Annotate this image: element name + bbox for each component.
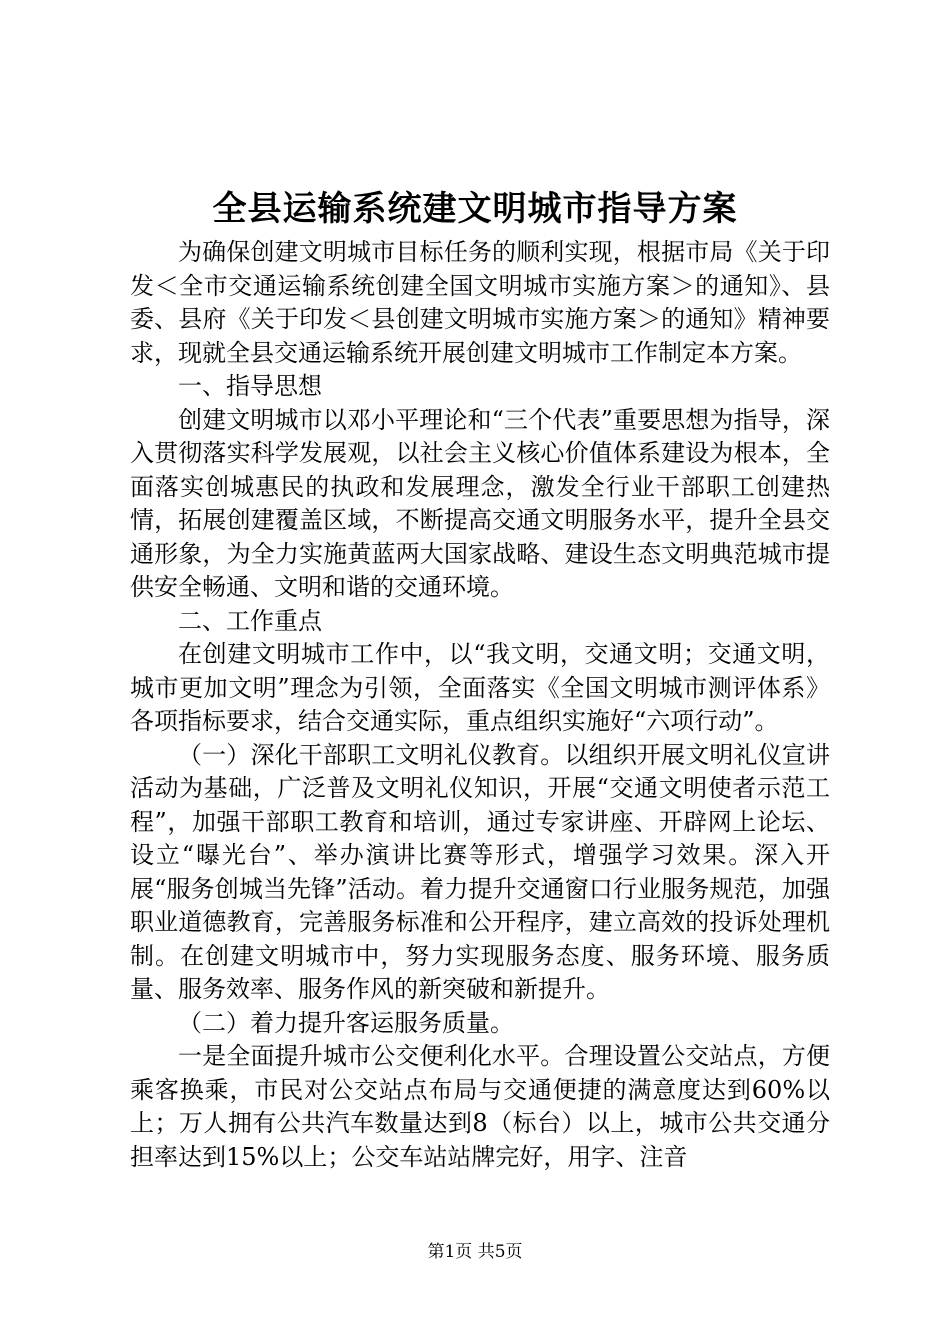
paragraph-intro: 为确保创建文明城市目标任务的顺利实现，根据市局《关于印发＜全市交通运输系统创建全国文明城市实施方案＞的通知》、县委、县府《关于印发＜县创建文明城市实施方案＞的通知》精神要求，现就全县交通运输系统开展创建文明城市工作制定本方案。: [130, 238, 830, 367]
section-heading-work-focus: 二、工作重点: [178, 606, 322, 635]
document-body: [130, 236, 830, 1174]
paragraph-work-focus: 在创建文明城市工作中，以“我文明，交通文明；交通文明，城市更加文明”理念为引领，全面落实《全国文明城市测评体系》各项指标要求，结合交通实际，重点组织实施好“六项行动”。: [130, 640, 830, 735]
subheading-item-two: （二）着力提升客运服务质量。: [178, 1008, 514, 1037]
paragraph-item-one: （一）深化干部职工文明礼仪教育。以组织开展文明礼仪宣讲活动为基础，广泛普及文明礼仪知识，开展“交通文明使者示范工程”，加强干部职工教育和培训，通过专家讲座、开辟网上论坛、设立“曝光台”、举办演讲比赛等形式，增强学习效果。深入开展“服务创城当先锋”活动。着力提升交通窗口行业服务规范，加强职业道德教育，完善服务标准和公开程序，建立高效的投诉处理机制。在创建文明城市中，努力实现服务态度、服务环境、服务质量、服务效率、服务作风的新突破和新提升。: [130, 740, 830, 1003]
section-heading-guiding-ideology: 一、指导思想: [178, 372, 322, 400]
paragraph-item-two-first: 一是全面提升城市公交便利化水平。合理设置公交站点，方便乘客换乘，市民对公交站点布局与交通便捷的满意度达到60%以上；万人拥有公共汽车数量达到8（标台）以上，城市公共交通分担率达到15%以上；公交车站站牌完好，用字、注音: [130, 1042, 830, 1171]
paragraph-guiding-ideology: 创建文明城市以邓小平理论和“三个代表”重要思想为指导，深入贯彻落实科学发展观，以社会主义核心价值体系建设为根本，全面落实创城惠民的执政和发展理念，激发全行业干部职工创建热情，拓展创建覆盖区域，不断提高交通文明服务水平，提升全县交通形象，为全力实施黄蓝两大国家战略、建设生态文明典范城市提供安全畅通、文明和谐的交通环境。: [130, 405, 830, 601]
page-footer: 第1页 共5页: [427, 1242, 523, 1262]
document-title: 全县运输系统建文明城市指导方案: [212, 189, 738, 229]
